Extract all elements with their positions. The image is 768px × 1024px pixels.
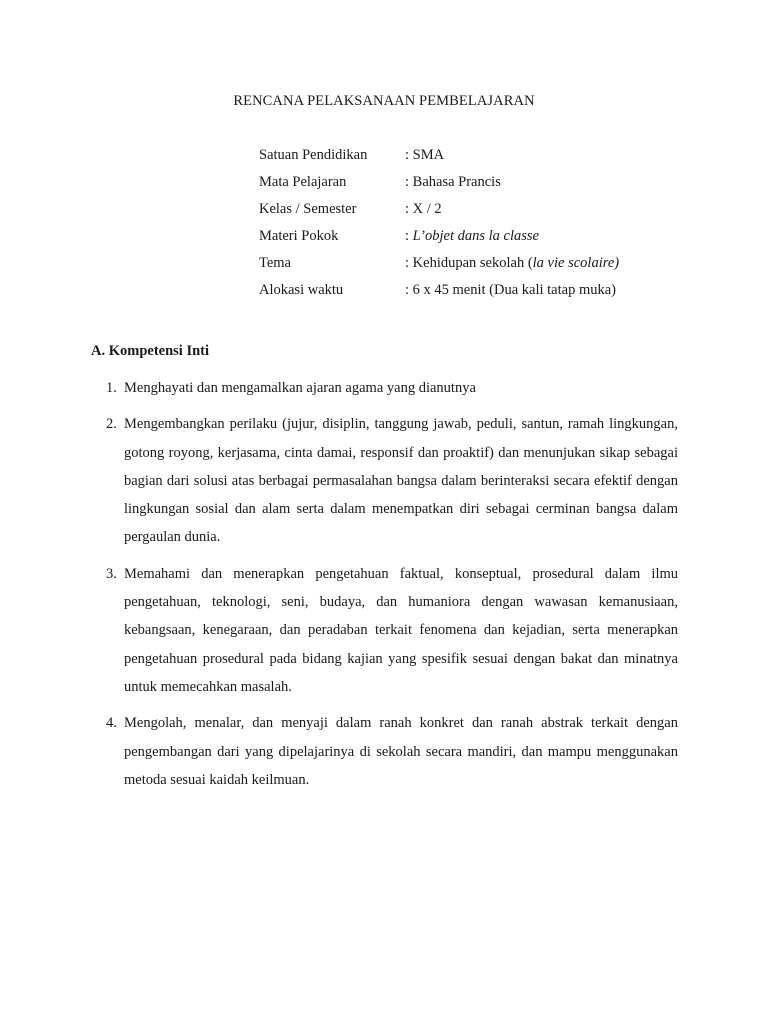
info-label: Alokasi waktu <box>259 282 344 298</box>
info-value <box>405 280 616 300</box>
info-separator: : <box>405 174 413 190</box>
info-value <box>405 253 619 273</box>
info-value-text: 6 x 45 menit (Dua kali tatap muka) <box>412 282 617 298</box>
list-item-number: 4. <box>106 715 117 732</box>
info-value <box>405 145 444 165</box>
info-label: Materi Pokok <box>259 228 339 244</box>
list-item-text: Memahami dan menerapkan pengetahuan faktual, konseptual, prosedural dalam ilmu pengetahuan, teknologi, seni, budaya, dan humaniora dengan wawasan kemanusiaan, kebangsaan, kenegaraan, dan peradaban terkait fenomena dan kejadian, serta menerapkan pengetahuan prosedural pada bidang kajian yang spesifik sesuai dengan bakat dan minatnya untuk memecahkan masalah. <box>124 565 678 695</box>
info-row-mata-pelajaran <box>259 172 619 199</box>
list-item-text: Menghayati dan mengamalkan ajaran agama yang dianutnya <box>124 380 476 396</box>
info-label: Tema <box>259 255 291 271</box>
info-row-materi-pokok <box>259 226 619 253</box>
info-value-text: SMA <box>412 147 445 163</box>
info-row-kelas-semester <box>259 199 619 226</box>
list-item-number: 3. <box>106 565 117 582</box>
kompetensi-inti-list <box>106 374 678 794</box>
info-separator: : <box>405 228 413 244</box>
list-item-number: 1. <box>106 380 117 396</box>
identity-table <box>259 145 619 307</box>
info-value-italic: la vie scolaire) <box>532 255 620 271</box>
info-separator: : <box>405 255 413 271</box>
info-value-text: Kehidupan sekolah ( <box>412 255 533 271</box>
list-item <box>106 410 678 551</box>
info-row-satuan-pendidikan <box>259 145 619 172</box>
list-item <box>106 374 678 402</box>
info-separator: : <box>405 282 413 298</box>
info-value-italic: L’objet dans la classe <box>412 228 539 244</box>
list-item-number: 2. <box>106 416 117 433</box>
document-title: RENCANA PELAKSANAAN PEMBELAJARAN <box>233 93 535 109</box>
info-value-text: Bahasa Prancis <box>412 174 501 190</box>
list-item <box>106 709 678 794</box>
info-value <box>405 226 539 246</box>
list-item-text: Mengembangkan perilaku (jujur, disiplin, tanggung jawab, peduli, santun, ramah lingkungan, gotong royong, kerjasama, cinta damai, responsif dan proaktif) dan menunjukan sikap sebagai bagian dari solusi atas berbagai permasalahan bangsa dalam berinteraksi secara efektif dengan lingkungan sosial dan alam serta dalam menempatkan diri sebagai cerminan bangsa dalam pergaulan dunia. <box>124 416 678 546</box>
info-row-tema <box>259 253 619 280</box>
list-item-text: Mengolah, menalar, dan menyaji dalam ranah konkret dan ranah abstrak terkait dengan pengembangan dari yang dipelajarinya di sekolah secara mandiri, dan mampu menggunakan metoda sesuai kaidah keilmuan. <box>124 715 678 788</box>
info-value <box>405 199 442 219</box>
info-value-text: X / 2 <box>412 201 442 217</box>
info-row-alokasi-waktu <box>259 280 619 307</box>
info-label: Satuan Pendidikan <box>259 147 368 163</box>
info-separator: : <box>405 147 413 163</box>
section-heading-kompetensi-inti: A. Kompetensi Inti <box>91 343 210 359</box>
info-separator: : <box>405 201 413 217</box>
list-item <box>106 560 678 701</box>
info-value <box>405 172 501 192</box>
info-label: Mata Pelajaran <box>259 174 347 190</box>
info-label: Kelas / Semester <box>259 201 357 217</box>
